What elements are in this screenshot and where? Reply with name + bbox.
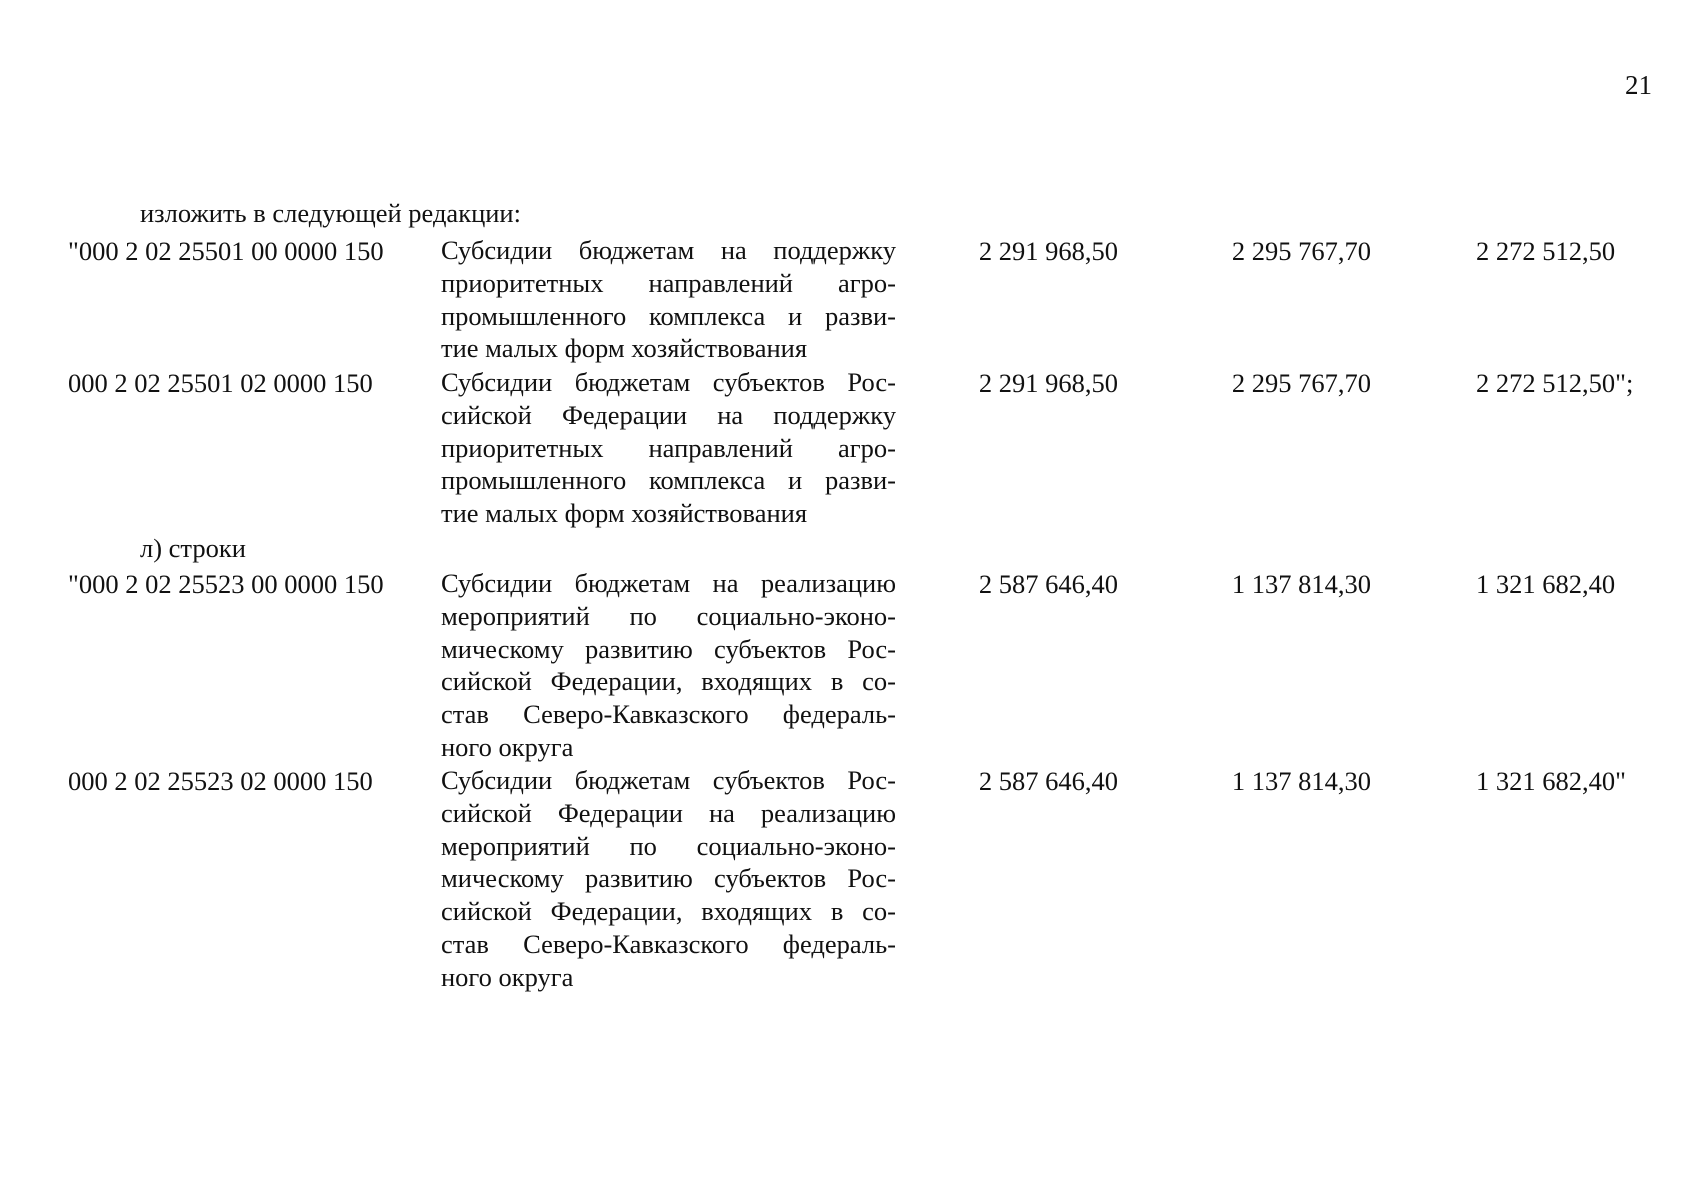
description-line: приоритетных направлений агро- xyxy=(441,267,896,298)
value-year-3: 2 272 512,50 xyxy=(1476,236,1616,266)
description-line: став Северо-Кавказского федераль- xyxy=(441,699,896,730)
description-line: сийской Федерации, входящих в со- xyxy=(441,896,896,927)
description-line: тие малых форм хозяйствования xyxy=(441,498,808,529)
budget-code: 000 2 02 25523 02 0000 150 xyxy=(68,766,373,796)
row-description xyxy=(441,234,896,365)
intro-text: л) строки xyxy=(140,533,246,563)
description-line: мероприятий по социально-эконо- xyxy=(441,600,896,631)
budget-code: "000 2 02 25501 00 0000 150 xyxy=(68,236,384,266)
description-line: промышленного комплекса и разви- xyxy=(441,300,896,331)
description-line: сийской Федерации на реализацию xyxy=(441,797,896,828)
description-line: ного округа xyxy=(441,961,574,992)
description-line: промышленного комплекса и разви- xyxy=(441,465,896,496)
description-line: сийской Федерации на поддержку xyxy=(441,399,896,430)
row-description xyxy=(441,764,896,994)
description-line: Субсидии бюджетам на реализацию xyxy=(441,568,896,598)
value-year-3: 1 321 682,40 xyxy=(1476,569,1616,599)
row-description xyxy=(441,567,896,764)
value-year-3: 2 272 512,50"; xyxy=(1476,368,1634,398)
description-line: приоритетных направлений агро- xyxy=(441,432,896,463)
description-line: сийской Федерации, входящих в со- xyxy=(441,666,896,697)
description-line: мическому развитию субъектов Рос- xyxy=(441,633,896,664)
page-number: 21 xyxy=(1625,70,1652,100)
description-line: Субсидии бюджетам субъектов Рос- xyxy=(441,765,896,795)
value-year-2: 1 137 814,30 xyxy=(1231,569,1371,599)
value-year-2: 2 295 767,70 xyxy=(1231,368,1371,398)
description-line: Субсидии бюджетам субъектов Рос- xyxy=(441,367,896,397)
description-line: Субсидии бюджетам на поддержку xyxy=(441,235,896,265)
value-year-1: 2 291 968,50 xyxy=(978,368,1118,398)
budget-code: 000 2 02 25501 02 0000 150 xyxy=(68,368,373,398)
value-year-3: 1 321 682,40" xyxy=(1476,766,1626,796)
intro-text: изложить в следующей редакции: xyxy=(140,198,521,228)
description-line: став Северо-Кавказского федераль- xyxy=(441,928,896,959)
value-year-1: 2 587 646,40 xyxy=(978,766,1118,796)
value-year-1: 2 587 646,40 xyxy=(978,569,1118,599)
value-year-2: 1 137 814,30 xyxy=(1231,766,1371,796)
budget-code: "000 2 02 25523 00 0000 150 xyxy=(68,569,384,599)
value-year-1: 2 291 968,50 xyxy=(978,236,1118,266)
row-description xyxy=(441,366,896,530)
description-line: мероприятий по социально-эконо- xyxy=(441,830,896,861)
description-line: тие малых форм хозяйствования xyxy=(441,333,808,364)
description-line: мическому развитию субъектов Рос- xyxy=(441,863,896,894)
description-line: ного округа xyxy=(441,731,574,762)
value-year-2: 2 295 767,70 xyxy=(1231,236,1371,266)
